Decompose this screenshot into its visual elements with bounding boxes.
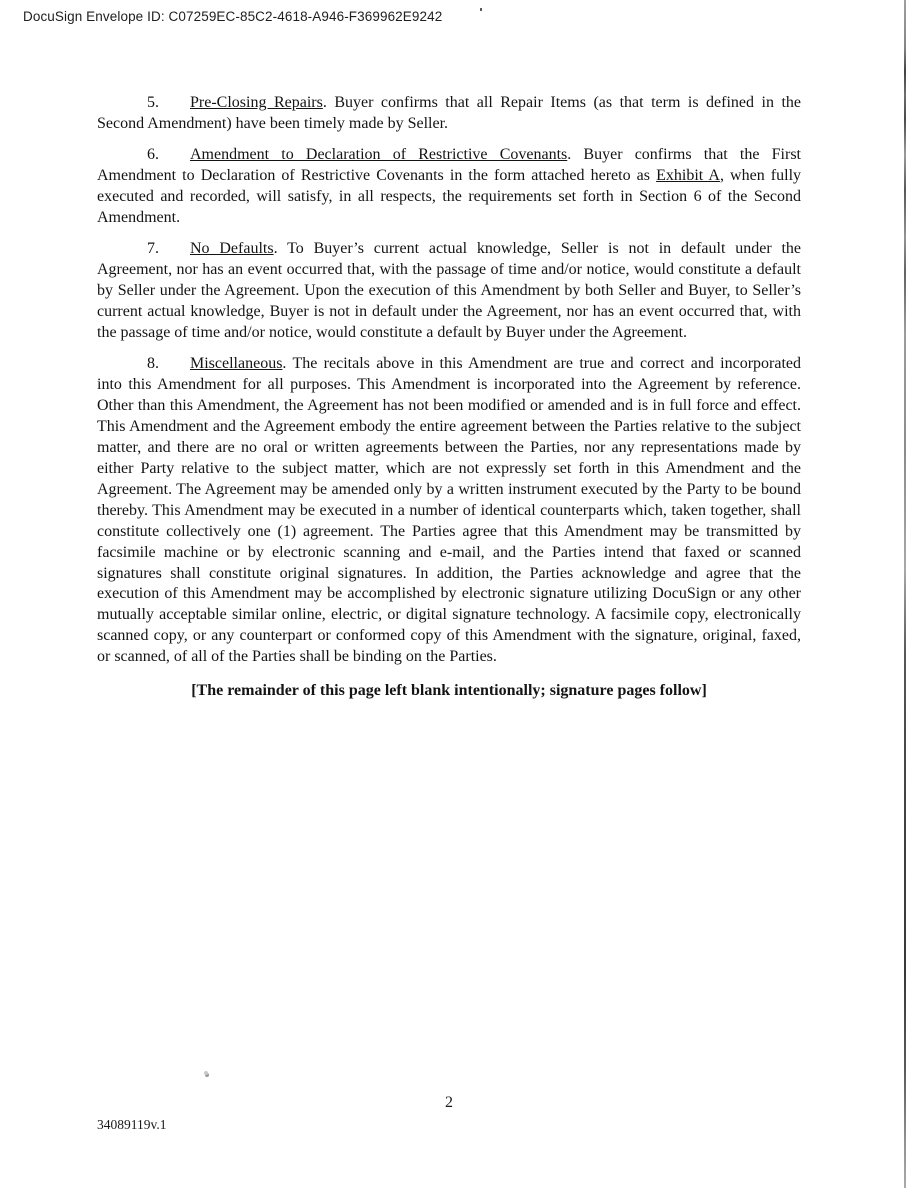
document-version-id: 34089119v.1 [97,1117,167,1132]
section-5-paragraph [97,93,801,135]
section-5-body: . Buyer confirms that all Repair Items (as that term is defined in the Second Amendment) have been timely made by Seller. [97,94,802,132]
section-6-body-pre: . Buyer confirms that the First Amendment to Declaration of Restrictive Covenants in the form attached hereto as [97,146,802,185]
section-6-number: 6. [147,146,159,164]
document-body [97,93,801,712]
section-7-body: . To Buyer’s current actual knowledge, Seller is not in default under the Agreement, nor has an event occurred that, with the passage of time and/or notice, would constitute a default by Seller under the Agreement. Upon the execution of this Amendment by both Seller and Buyer, to Seller’s current actual knowledge, Buyer is not in default under the Agreement, nor has an event occurred that, with the passage of time and/or notice, would constitute a default by Buyer under the Agreement. [97,240,802,342]
section-8-heading: Miscellaneous [190,355,283,373]
scan-speck-top [480,8,482,11]
section-8-number: 8. [147,355,159,373]
exhibit-a-reference: Exhibit A [656,167,720,185]
section-6-heading: Amendment to Declaration of Restrictive Covenants [190,146,568,164]
scan-speck-bottom [204,1071,208,1075]
section-6-paragraph [97,145,801,229]
section-6-body-post: , when fully executed and recorded, will satisfy, in all respects, the requirements set forth in Section 6 of the Second Amendment. [97,167,802,227]
docusign-envelope-id: DocuSign Envelope ID: C07259EC-85C2-4618-A946-F369962E9242 [23,9,443,24]
section-7-paragraph [97,239,801,344]
section-5-number: 5. [147,94,159,111]
section-8-body: . The recitals above in this Amendment are true and correct and incorporated into this Amendment for all purposes. This Amendment is incorporated into the Agreement by reference. Other than this Amendment, the Agreement has not been modified or amended and is in full force and effect. This Amendment and the Agreement embody the entire agreement between the Parties relative to the subject matter, and there are no oral or written agreements between the Parties, nor any representations made by either Party relative to the subject matter, which are not expressly set forth in this Amendment and the Agreement. The Agreement may be amended only by a written instrument executed by the Party to be bound thereby. This Amendment may be executed in a number of identical counterparts which, taken together, shall constitute collectively one (1) agreement. The Parties agree that this Amendment may be transmitted by facsimile machine or by electronic scanning and e-mail, and the Parties intend that faxed or scanned signatures shall constitute original signatures. In addition, the Parties acknowledge and agree that the execution of this Amendment may be accomplished by electronic signature utilizing DocuSign or any other mutually acceptable similar online, electric, or digital signature technology. A facsimile copy, electronically scanned copy, or any counterpart or conformed copy of this Amendment with the signature, original, faxed, or scanned, of all of the Parties shall be binding on the Parties. [97,355,801,666]
section-7-heading: No Defaults [190,240,274,258]
page-number: 2 [445,1094,453,1111]
section-7-number: 7. [147,240,159,258]
section-5-heading: Pre-Closing Repairs [190,94,323,111]
scan-artifact-line [904,0,906,1188]
remainder-blank-notice: [The remainder of this page left blank intentionally; signature pages follow] [191,682,707,700]
section-8-paragraph [97,354,801,668]
